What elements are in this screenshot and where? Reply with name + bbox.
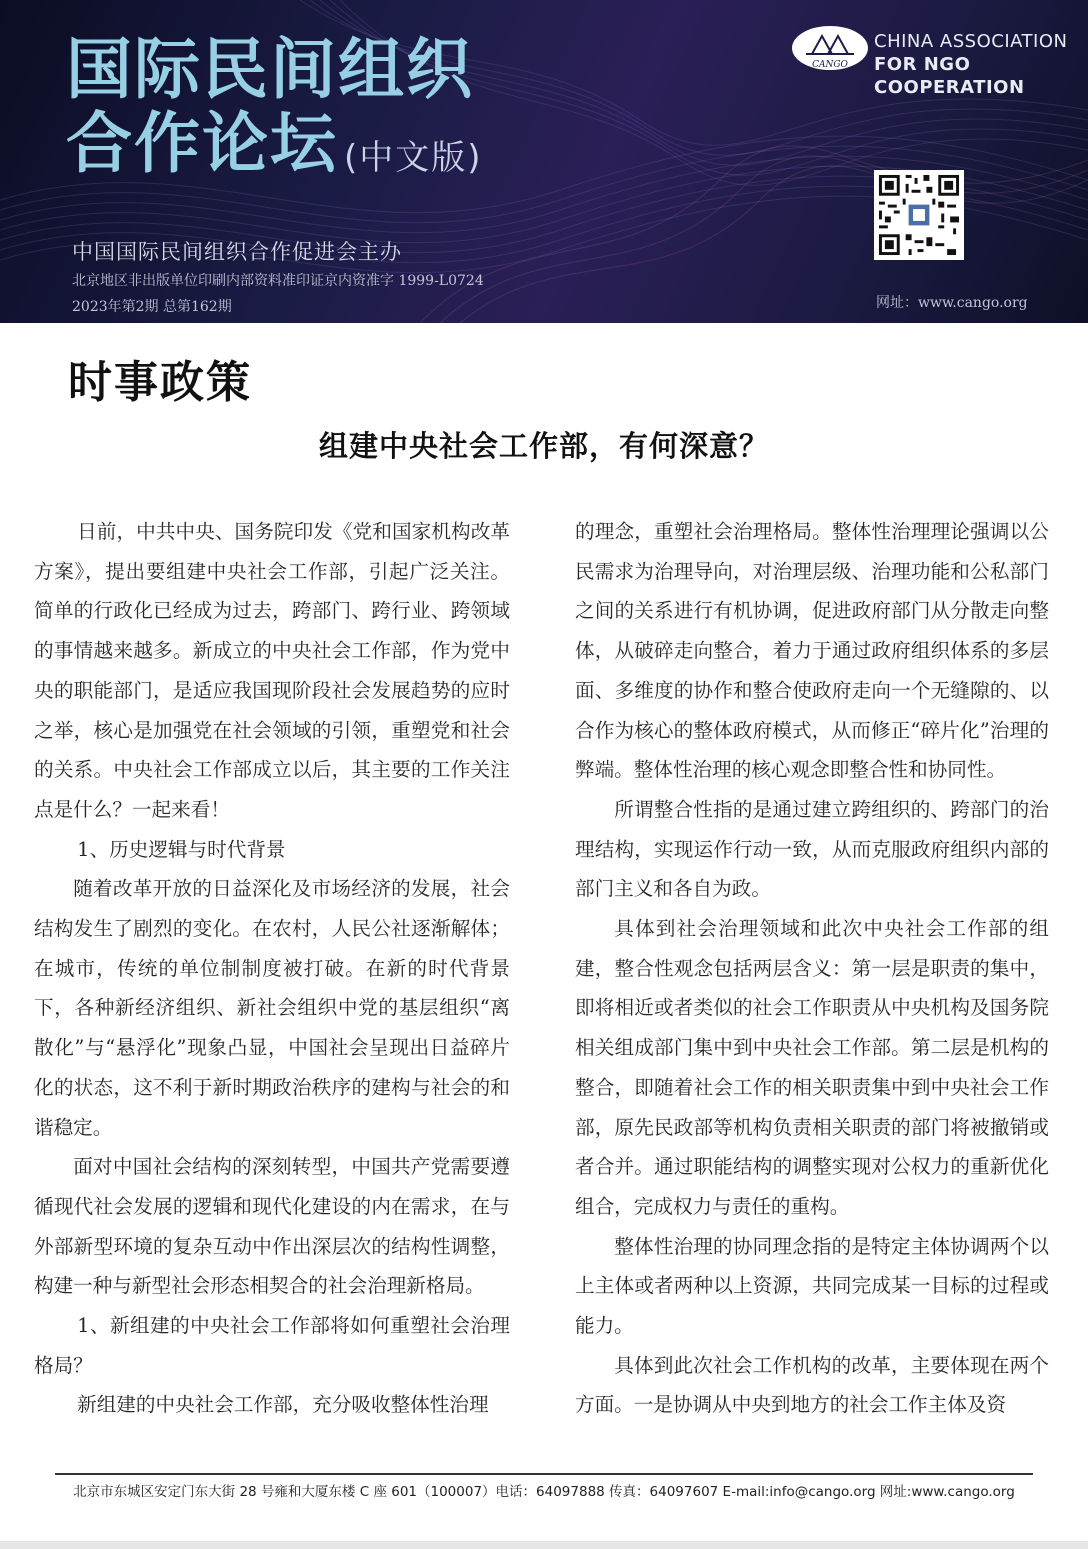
org-english-name [874,30,1088,99]
header-banner [0,0,1088,323]
edition-label: (中文版) [344,138,483,178]
host-line: 中国国际民间组织合作促进会主办 [72,240,402,264]
paragraph: 具体到此次社会工作机构的改革，主要体现在两个方面。一是协调从中央到地方的社会工作主体及资 [575,1353,1049,1417]
website-line: 网址：www.cango.org [876,295,1028,311]
org-name-line2: FOR NGO COOPERATION [874,54,1025,98]
publication-title-line2: 合作论坛 [66,105,338,182]
paragraph: 面对中国社会结构的深刻转型，中国共产党需要遵循现代社会发展的逻辑和现代化建设的内在需求，在与外部新型环境的复杂互动中作出深层次的结构性调整，构建一种与新型社会形态相契合的社会治理新格局。 [34,1155,510,1298]
qr-code-icon [874,170,964,260]
article-column-right [575,512,1049,1425]
subheading: 1、历史逻辑与时代背景 [77,837,286,861]
paragraph: 具体到社会治理领域和此次中央社会工作部的组建，整合性观念包括两层含义：第一层是职责的集中，即将相近或者类似的社会工作职责从中央机构及国务院相关组成部门集中到中央社会工作部。第二层是机构的整合，即随着社会工作的相关职责集中到中央社会工作部，原先民政部等机构负责相关职责的部门将被撤销或者合并。通过职能结构的调整实现对公权力的重新优化组合，完成权力与责任的重构。 [575,917,1049,1218]
logo-text: CANGO [812,60,848,70]
cango-logo-icon [790,24,870,72]
paragraph: 新组建的中央社会工作部，充分吸收整体性治理 [77,1393,489,1417]
publication-title-line1: 国际民间组织 [66,31,474,108]
issue-line: 2023年第2期 总第162期 [72,299,232,315]
paragraph: 日前，中共中央、国务院印发《党和国家机构改革方案》，提出要组建中央社会工作部，引起广泛关注。简单的行政化已经成为过去，跨部门、跨行业、跨领域的事情越来越多。新成立的中央社会工作部，作为党中央的职能部门，是适应我国现阶段社会发展趋势的应时之举，核心是加强党在社会领域的引领，重塑党和社会的关系。中央社会工作部成立以后，其主要的工作关注点是什么？一起来看！ [34,520,510,821]
article-title: 组建中央社会工作部，有何深意？ [318,429,769,463]
section-title: 时事政策 [68,357,252,408]
org-name-line1: CHINA ASSOCIATION [874,31,1068,52]
subheading: 1、新组建的中央社会工作部将如何重塑社会治理格局？ [34,1314,510,1377]
paragraph: 整体性治理的协同理念指的是特定主体协调两个以上主体或者两种以上资源，共同完成某一目标的过程或能力。 [575,1234,1049,1338]
footer-address: 北京市东城区安定门东大街 28 号雍和大厦东楼 C 座 601（100007）电话：64097888 传真：64097607 E-mail:info@cango.org 网址:www.cango.org [73,1484,1015,1500]
footer-divider [55,1473,1033,1475]
paragraph: 所谓整合性指的是通过建立跨组织的、跨部门的治理结构，实现运作行动一致，从而克服政府组织内部的部门主义和各自为政。 [575,797,1049,901]
paragraph: 的理念，重塑社会治理格局。整体性治理理论强调以公民需求为治理导向，对治理层级、治理功能和公私部门之间的关系进行有机协调，促进政府部门从分散走向整体，从破碎走向整合，着力于通过政府组织体系的多层面、多维度的协作和整合使政府走向一个无缝隙的、以合作为核心的整体政府模式，从而修正“碎片化”治理的弊端。整体性治理的核心观念即整合性和协同性。 [575,520,1049,782]
permit-line: 北京地区非出版单位印刷内部资料准印证京内资准字 1999-L0724 [72,273,484,289]
paragraph: 随着改革开放的日益深化及市场经济的发展，社会结构发生了剧烈的变化。在农村，人民公社逐渐解体；在城市，传统的单位制制度被打破。在新的时代背景下，各种新经济组织、新社会组织中党的基层组织“离散化”与“悬浮化”现象凸显，中国社会呈现出日益碎片化的状态，这不利于新时期政治秩序的建构与社会的和谐稳定。 [34,877,510,1139]
page-bottom-band [0,1541,1088,1549]
article-column-left [34,512,510,1425]
